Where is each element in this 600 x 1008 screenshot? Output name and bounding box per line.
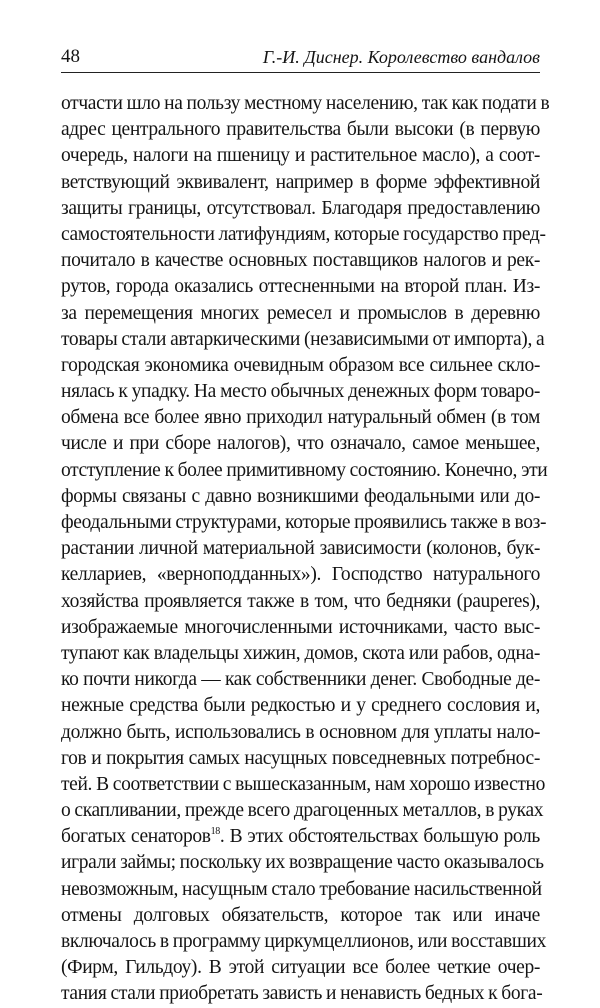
text-line: отмены долговых обязательств, которое так или иначе <box>61 904 540 926</box>
text-line: рутов, города оказались оттесненными на второй план. Из- <box>61 276 540 298</box>
text-line: тания стали приобретать зависть и ненависть бедных к бога- <box>61 983 543 1005</box>
body-text <box>61 91 550 1008</box>
text-line: самостоятельности латифундиям, которые государство пред- <box>61 223 546 245</box>
text-line: изображаемые многочисленными источниками, часто выс- <box>61 616 540 638</box>
text-line: отступление к более примитивному состоянию. Конечно, эти <box>61 459 548 481</box>
text-line: защиты границы, отсутствовал. Благодаря предоставлению <box>61 197 540 219</box>
text-line: почитало в качестве основных поставщиков налогов и рек- <box>61 250 540 272</box>
footnote-reference[interactable]: 18 <box>210 826 220 838</box>
running-title: Г.-И. Диснер. Королевство вандалов <box>262 47 540 67</box>
text-line: хозяйства проявляется также в том, что бедняки (pauperes), <box>61 590 540 612</box>
text-line: за перемещения многих ремесел и промыслов в деревню <box>61 302 540 324</box>
text-fragment: . В этих обстоятельствах большую роль <box>219 826 540 848</box>
text-line: тупают как владельцы хижин, домов, скота или рабов, одна- <box>61 642 540 664</box>
text-line: растании личной материальной зависимости (колонов, бук- <box>61 538 540 560</box>
text-line: невозможным, насущным стало требование насильственной <box>61 878 542 900</box>
text-line: келлариев, «верноподданных»). Господство натурального <box>61 564 540 586</box>
text-line: отчасти шло на пользу местному населению, так как подати в <box>61 93 550 114</box>
text-line: товары стали автаркическими (независимыми от импорта), а <box>61 328 545 350</box>
text-line: играли займы; поскольку их возвращение часто оказывалось <box>61 852 544 874</box>
text-line: должно быть, использовались в основном для уплаты нало- <box>61 721 540 743</box>
text-line: о скапливании, прежде всего драгоценных металлов, в руках <box>61 800 544 822</box>
text-line: гов и покрытия самых насущных повседневных потребнос- <box>61 747 540 769</box>
text-line: формы связаны с давно возникшими феодальными или до- <box>61 485 540 507</box>
page-number: 48 <box>61 46 80 67</box>
text-line: очередь, налоги на пшеницу и растительное масло), а соот- <box>61 145 540 167</box>
text-line: ко почти никогда — как собственники денег. Свободные де- <box>61 669 540 691</box>
text-fragment: богатых сенаторов <box>61 826 211 848</box>
text-line: нежные средства были редкостью и у среднего сословия и, <box>61 695 540 717</box>
text-line: обмена все более явно приходил натуральный обмен (в том <box>61 407 540 429</box>
text-line-with-footnote <box>61 824 540 850</box>
text-line: (Фирм, Гильдоу). В этой ситуации все более четкие очер- <box>61 957 540 979</box>
text-line: тей. В соответствии с вышесказанным, нам хорошо известно <box>61 773 546 795</box>
text-line: числе и при сборе налогов), что означало, самое меньшее, <box>61 433 540 455</box>
text-line: адрес центрального правительства были высоки (в первую <box>61 119 540 141</box>
text-line: ветствующий эквивалент, например в форме эффективной <box>61 171 540 193</box>
text-line: нялась к упадку. На место обычных денежных форм товаро- <box>61 381 540 403</box>
text-line: включалось в программу циркумцеллионов, или восставших <box>61 931 547 952</box>
text-line: феодальными структурами, которые проявились также в воз- <box>61 512 547 533</box>
text-line: городская экономика очевидным образом все сильнее скло- <box>61 354 540 376</box>
running-header <box>61 46 540 73</box>
